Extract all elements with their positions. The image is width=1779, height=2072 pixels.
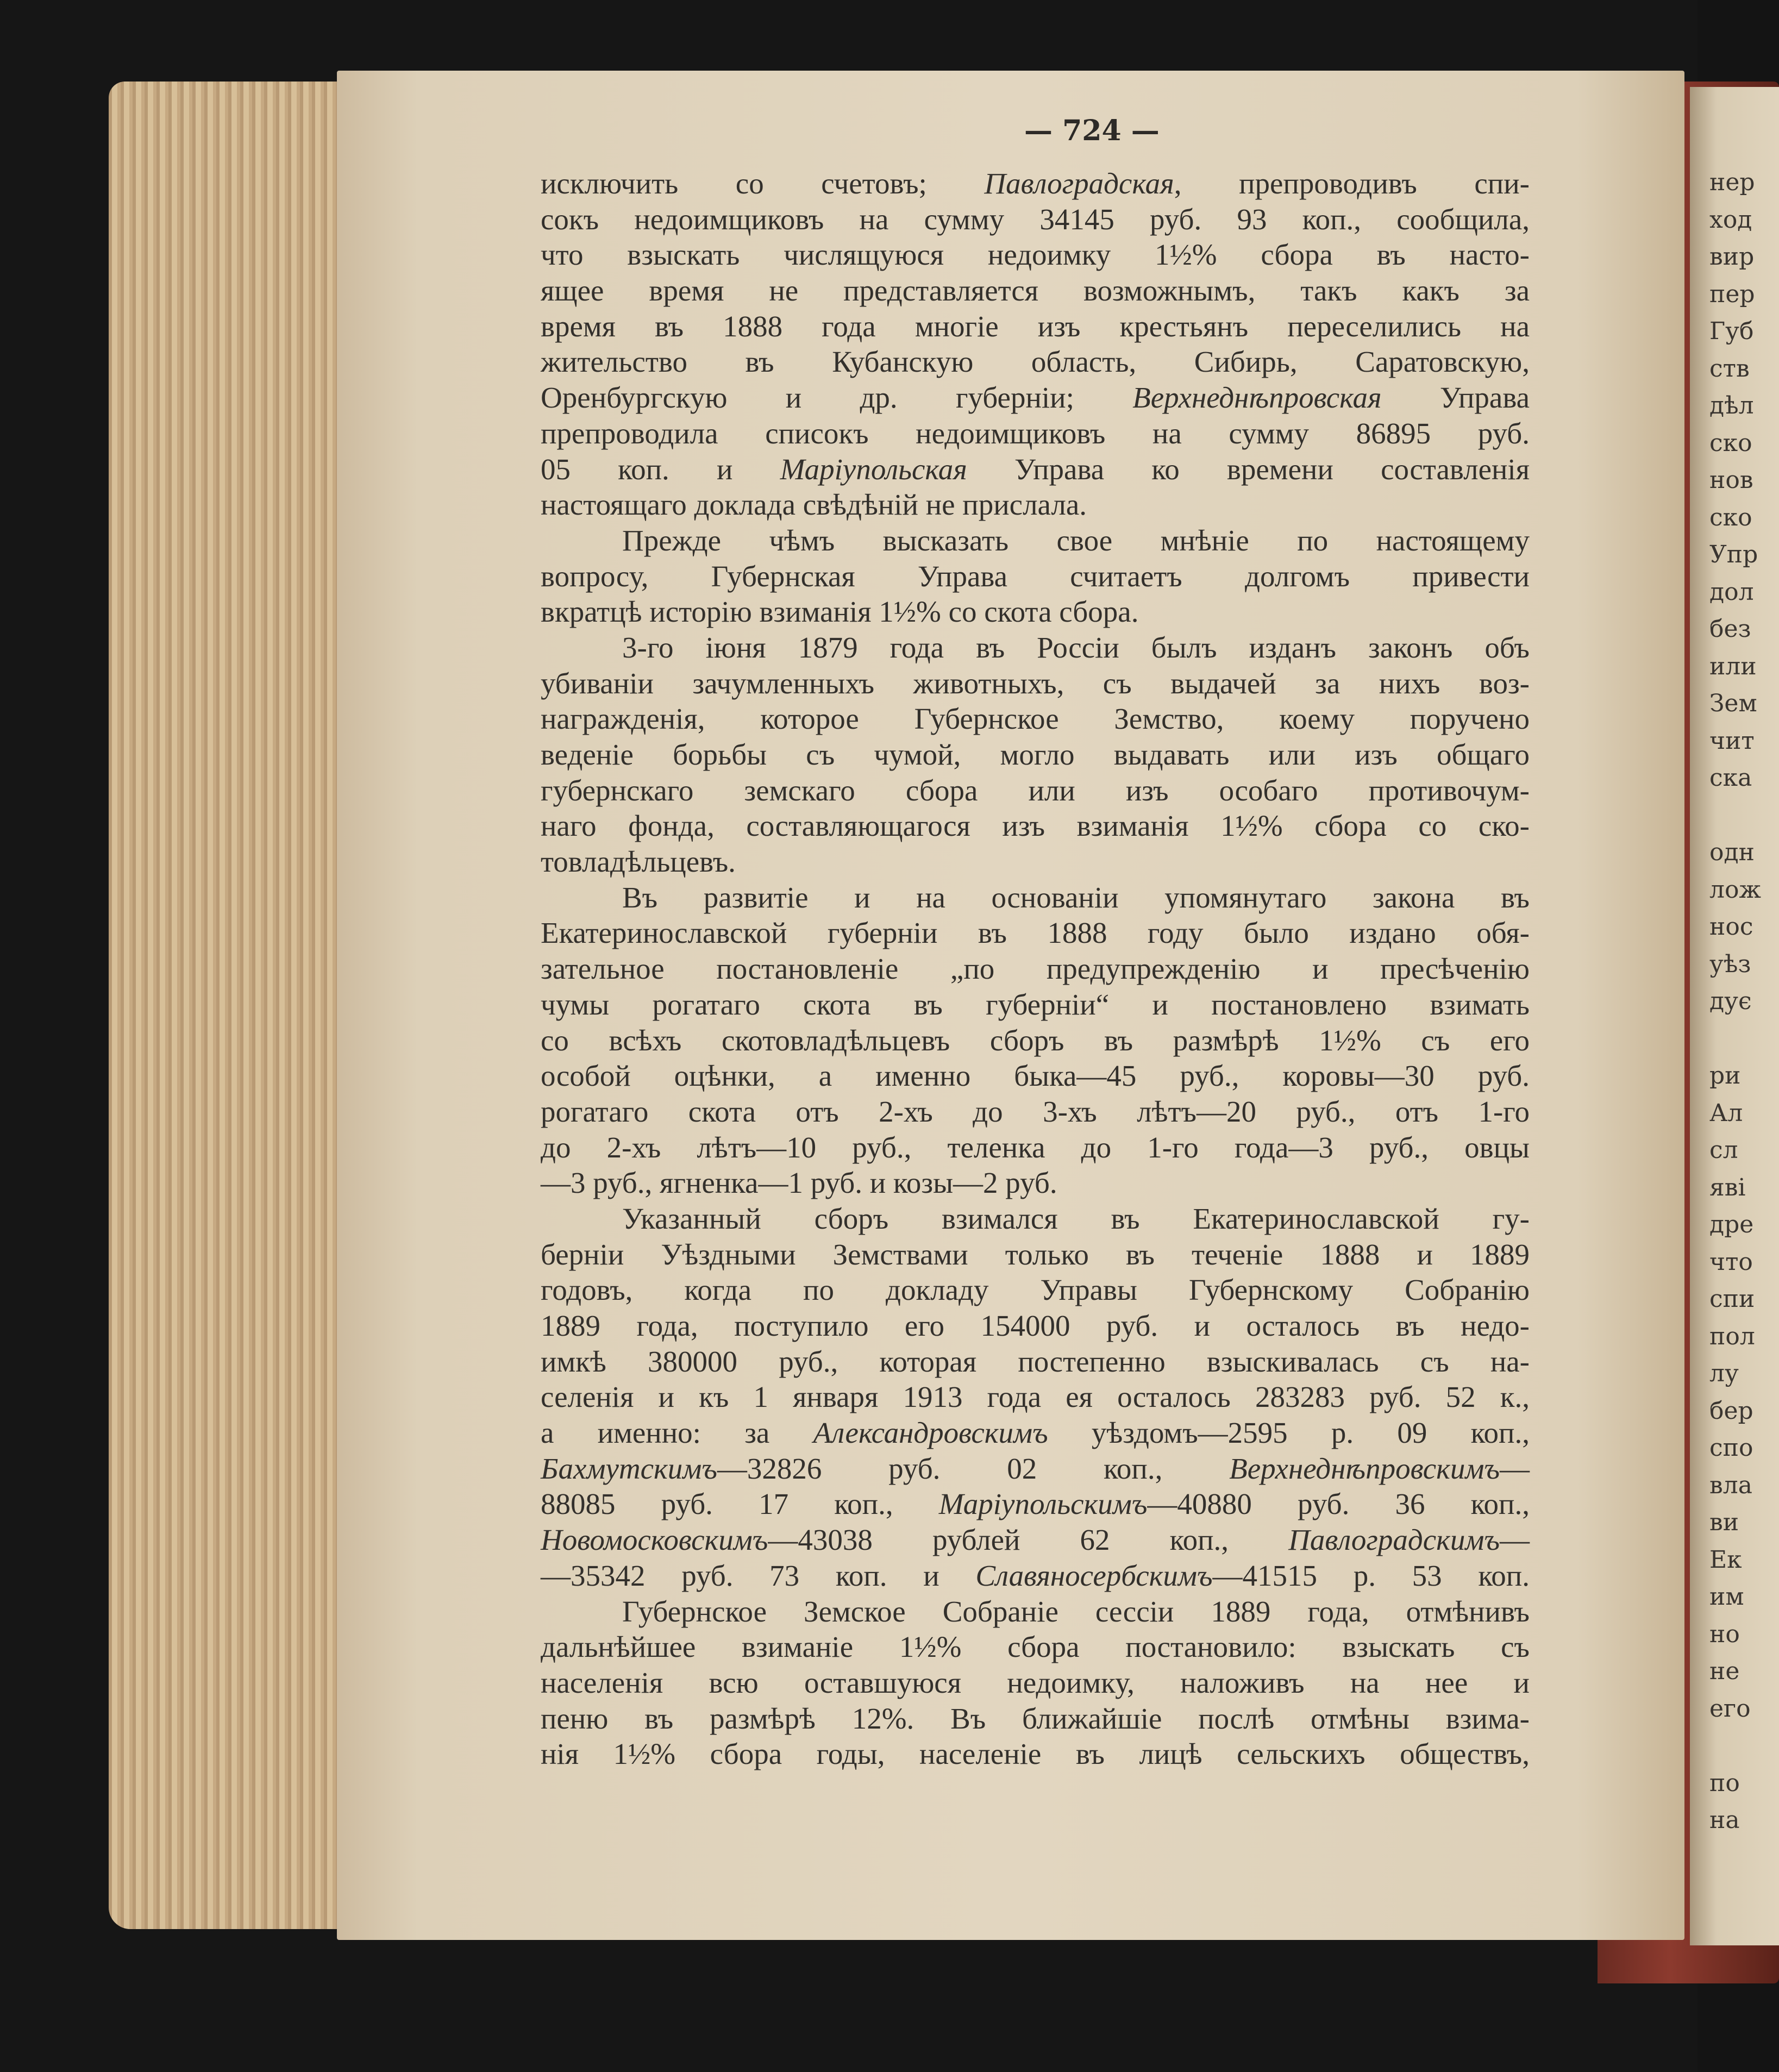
italic-name: Павлоградскимъ xyxy=(1288,1523,1500,1557)
text-line: время въ 1888 года многіе изъ крестьянъ переселились на xyxy=(541,309,1530,343)
italic-name: Верхнеднѣпровскимъ xyxy=(1229,1451,1500,1485)
italic-name: Верхнеднѣпровская xyxy=(1132,381,1382,415)
right-page-line: ств xyxy=(1709,354,1750,383)
right-page-line: но xyxy=(1709,1620,1740,1648)
right-page-line: нер xyxy=(1709,168,1755,196)
right-page-line: нос xyxy=(1709,913,1753,941)
text-line: нія 1½% сбора годы, населеніе въ лицѣ сельскихъ обществъ, xyxy=(541,1737,1530,1771)
text-line: 3-го іюня 1879 года въ Россіи былъ изданъ законъ объ xyxy=(622,630,1530,664)
text-line: Въ развитіе и на основаніи упомянутаго закона въ xyxy=(622,880,1530,914)
page-number: — 724 — xyxy=(1024,114,1160,147)
right-page-line: ско xyxy=(1709,503,1752,531)
italic-name: Маріупольскимъ xyxy=(938,1487,1148,1521)
right-page-line: ско xyxy=(1709,429,1752,457)
italic-name: Маріупольская xyxy=(780,452,967,486)
right-page-line: Зем xyxy=(1709,690,1757,717)
text-line: Новомосковскимъ—43038 рублей 62 коп., Павлоградскимъ— xyxy=(541,1523,1530,1557)
text-line: веденіе борьбы съ чумой, могло выдавать или изъ общаго xyxy=(541,738,1530,771)
text-line: имкѣ 380000 руб., которая постепенно взыскивалась съ на- xyxy=(541,1344,1530,1378)
text-line: Екатеринославской губерніи въ 1888 году было издано обя- xyxy=(541,916,1530,950)
right-page-line: спи xyxy=(1709,1285,1755,1313)
text-line: вкратцѣ исторію взиманія 1½% со скота сбора. xyxy=(541,595,1139,629)
right-page-line: или xyxy=(1709,652,1757,680)
text-line: 1889 года, поступило его 154000 руб. и осталось въ недо- xyxy=(541,1309,1530,1342)
right-page-line: не xyxy=(1709,1657,1740,1685)
text-line: Бахмутскимъ—32826 руб. 02 коп., Верхнеднѣпровскимъ— xyxy=(541,1451,1530,1485)
text-line: вопросу, Губернская Управа считаетъ долгомъ привести xyxy=(541,559,1530,593)
text-line: Оренбургскую и др. губерніи; Верхнеднѣпровская Управа xyxy=(541,381,1530,415)
right-page-line: лу xyxy=(1709,1360,1739,1387)
right-page-line: вир xyxy=(1709,243,1755,271)
right-page-line: пол xyxy=(1709,1322,1755,1350)
text-line: —3 руб., ягненка—1 руб. и козы—2 руб. xyxy=(541,1166,1057,1200)
right-page-line: Ал xyxy=(1709,1099,1743,1127)
body-text xyxy=(541,166,1530,1772)
text-line: ящее время не представляется возможнымъ, такъ какъ за xyxy=(541,274,1530,308)
right-page-line: бер xyxy=(1709,1397,1753,1425)
right-page-line: ви xyxy=(1709,1508,1739,1536)
right-page-line: лож xyxy=(1709,875,1761,904)
text-line: губернскаго земскаго сбора или изъ особаго противочум- xyxy=(541,773,1530,807)
text-line: Указанный сборъ взимался въ Екатеринославской гу- xyxy=(622,1201,1530,1235)
right-page-line: дре xyxy=(1709,1211,1754,1238)
text-line: настоящаго доклада свѣдѣній не прислала. xyxy=(541,488,1087,522)
italic-name: Павлоградская xyxy=(984,167,1174,200)
right-page-line: чит xyxy=(1709,727,1755,755)
text-line: рогатаго скота отъ 2-хъ до 3-хъ лѣтъ—20 руб., отъ 1-го xyxy=(541,1094,1530,1128)
text-line: населенія всю оставшуюся недоимку, наложивъ на нее и xyxy=(541,1666,1530,1699)
right-page-line: без xyxy=(1709,615,1751,643)
text-line: —35342 руб. 73 коп. и Славяносербскимъ—41515 р. 53 коп. xyxy=(541,1558,1530,1592)
text-line: препроводила списокъ недоимщиковъ на сумму 86895 руб. xyxy=(541,416,1530,450)
right-page-line: на xyxy=(1709,1806,1740,1834)
text-line: Прежде чѣмъ высказать свое мнѣніе по настоящему xyxy=(622,523,1530,557)
text-line: исключить со счетовъ; Павлоградская, препроводивъ спи- xyxy=(541,167,1530,200)
text-line: дальнѣйшее взиманіе 1½% сбора постановило: взыскать съ xyxy=(541,1630,1530,1664)
text-line: пеню въ размѣрѣ 12%. Въ ближайшіе послѣ отмѣны взима- xyxy=(541,1701,1530,1735)
text-line: сокъ недоимщиковъ на сумму 34145 руб. 93 коп., сообщила, xyxy=(541,202,1530,236)
italic-name: Александровскимъ xyxy=(813,1416,1048,1450)
text-line: со всѣхъ скотовладѣльцевъ сборъ въ размѣрѣ 1½% съ его xyxy=(541,1023,1530,1057)
right-page-line: сл xyxy=(1709,1136,1738,1164)
right-page-line: по xyxy=(1709,1769,1740,1797)
right-page-line: яві xyxy=(1709,1173,1746,1201)
text-line: 88085 руб. 17 коп., Маріупольскимъ—40880 руб. 36 коп., xyxy=(541,1487,1530,1521)
right-page-line: нов xyxy=(1709,466,1753,494)
left-page xyxy=(337,71,1684,1940)
right-page-line: дѣл xyxy=(1709,392,1754,420)
right-page-line: им xyxy=(1709,1583,1744,1611)
right-page-line: Губ xyxy=(1709,317,1754,345)
right-page-line: что xyxy=(1709,1248,1753,1276)
right-page-line: дол xyxy=(1709,578,1754,606)
right-page-line: ход xyxy=(1709,205,1752,234)
right-page-line: уѣз xyxy=(1709,950,1751,978)
text-line: 05 коп. и Маріупольская Управа ко времени составленія xyxy=(541,452,1530,486)
right-page-line: Ек xyxy=(1709,1545,1742,1574)
text-line: зательное постановленіе „по предупрежденію и пресѣченію xyxy=(541,952,1530,986)
right-page-fragment xyxy=(1690,87,1779,1945)
text-line: убиваніи зачумленныхъ животныхъ, съ выдачей за нихъ воз- xyxy=(541,666,1530,700)
text-line: что взыскать числящуюся недоимку 1½% сбора въ насто- xyxy=(541,238,1530,272)
italic-name: Славяносербскимъ xyxy=(975,1558,1213,1592)
text-line: годовъ, когда по докладу Управы Губернскому Собранію xyxy=(541,1273,1530,1307)
right-page-line: спо xyxy=(1709,1434,1753,1462)
text-line: наго фонда, составляющагося изъ взиманія 1½% сбора со ско- xyxy=(541,809,1530,843)
right-page-line: его xyxy=(1709,1694,1751,1723)
text-line: до 2-хъ лѣтъ—10 руб., теленка до 1-го года—3 руб., овцы xyxy=(541,1130,1530,1164)
right-page-line: ска xyxy=(1709,764,1752,792)
right-page-line: ри xyxy=(1709,1062,1741,1090)
text-line: селенія и къ 1 января 1913 года ея осталось 283283 руб. 52 к., xyxy=(541,1380,1530,1414)
text-line: награжденія, которое Губернское Земство, коему поручено xyxy=(541,702,1530,736)
text-line: чумы рогатаго скота въ губерніи“ и постановлено взимать xyxy=(541,987,1530,1021)
text-line: Губернское Земское Собраніе сессіи 1889 года, отмѣнивъ xyxy=(622,1594,1530,1628)
right-page-line: дує xyxy=(1709,987,1752,1015)
right-page-line: одн xyxy=(1709,838,1755,866)
text-line: жительство въ Кубанскую область, Сибирь, Саратовскую, xyxy=(541,345,1530,379)
text-line: товладѣльцевъ. xyxy=(541,845,736,879)
right-page-line: вла xyxy=(1709,1471,1752,1499)
right-page-line: пер xyxy=(1709,280,1755,308)
open-book xyxy=(82,65,1761,2000)
text-line: берніи Уѣздными Земствами только въ теченіе 1888 и 1889 xyxy=(541,1237,1530,1271)
text-line: особой оцѣнки, а именно быка—45 руб., коровы—30 руб. xyxy=(541,1059,1530,1093)
right-page-line: Упр xyxy=(1709,541,1758,568)
italic-name: Новомосковскимъ xyxy=(541,1523,768,1557)
text-line: а именно: за Александровскимъ уѣздомъ—2595 р. 09 коп., xyxy=(541,1416,1530,1450)
italic-name: Бахмутскимъ xyxy=(541,1451,717,1485)
